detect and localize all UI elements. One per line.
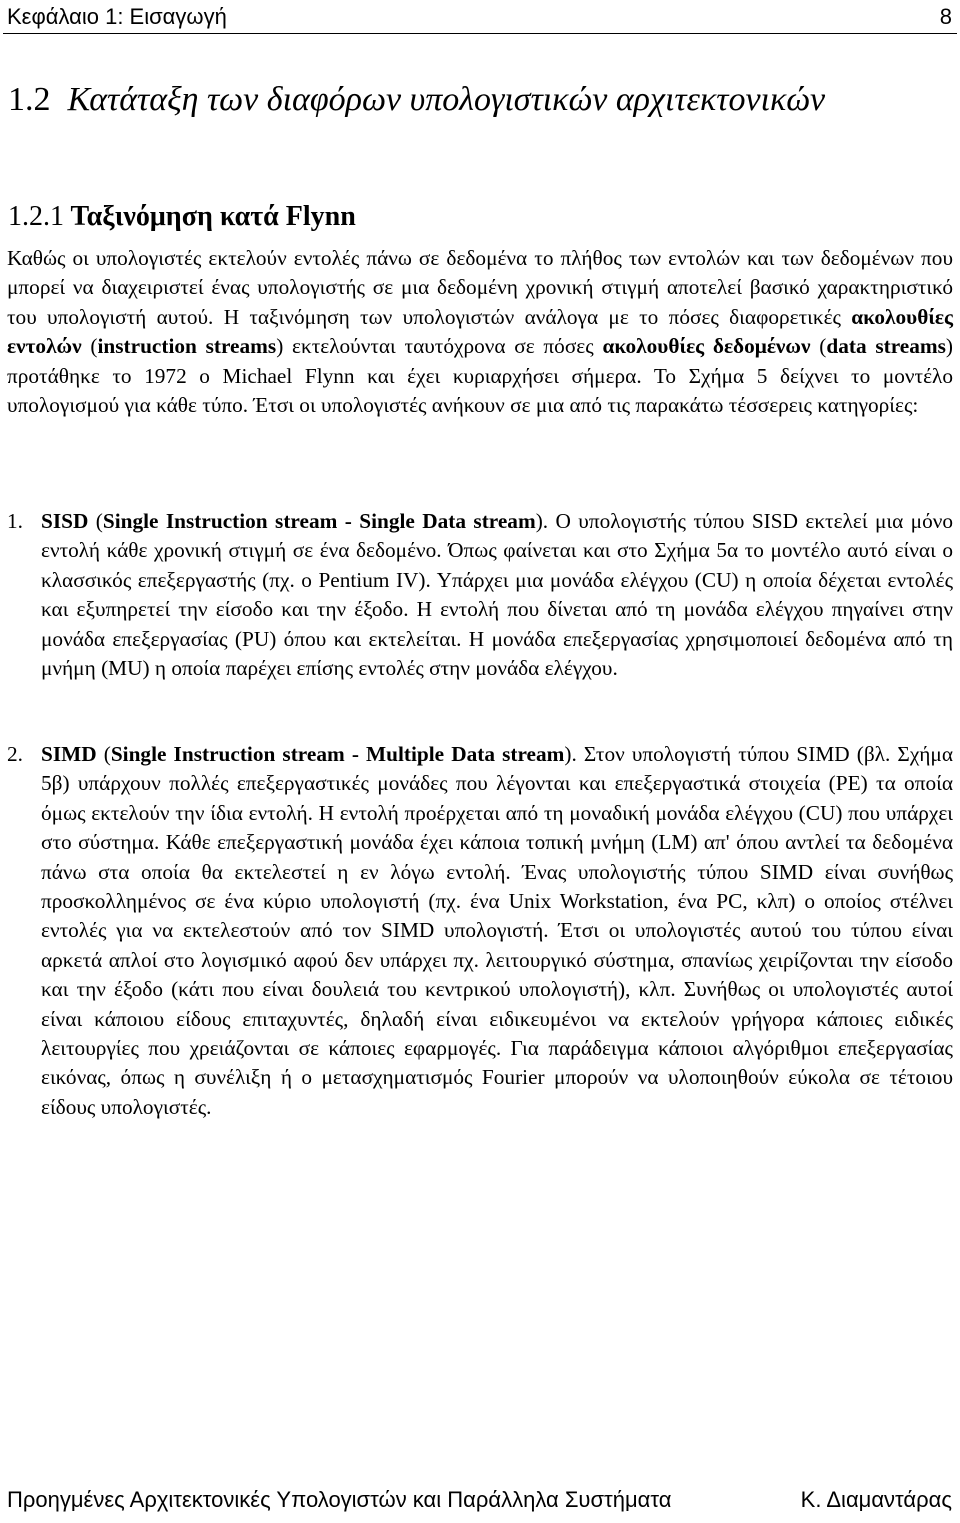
intro-sentence-3: ) εκτελούνται ταυτόχρονα σε πόσες <box>276 334 594 359</box>
paren-open: ( <box>90 334 98 359</box>
intro-sentence-5: Το Σχήμα 5 δείχνει το μοντέλο υπολογισμού για κάθε τύπο. Έτσι οι υπολογιστές ανήκουν σε μια από τις παρακάτω τέσσερεις κατηγορίες: <box>7 363 953 418</box>
item-text: Στον υπολογιστή τύπου SIMD (βλ. Σχήμα 5β) υπάρχουν πολλές επεξεργαστικές μονάδες που λέγονται και επεξεργαστικά στοιχεία (PE) τα οποία όμως εκτελούν την ίδια εντολή. Η εντολή προέρχεται από τη μοναδική μονάδα ελέγχου (CU) που υπάρχει στο σύστημα. Κάθε επεξεργαστική μονάδα έχει κάποια τοπική μνήμη (LM) απ' όπου αντλεί τα δεδομένα πάνω στα οποία θα εκτελεστεί η εν λόγω εντολή. Ένας υπολογιστής τύπου SIMD είναι συνήθως προσκολλημένος σε ένα κύριο υπολογιστή (πχ. ένα Unix Workstation, ένα PC, κλπ) ο οποίος στέλνει εντολές για να εκτελεστούν από τον SIMD υπολογιστή. Έτσι οι υπολογιστές αυτού του τύπου είναι αρκετά απλοί στο λογισμικό αφού δεν υπάρχει πχ. λειτουργικό σύστημα, σπανίως χειρίζονται την είσοδο και την έξοδο (κάτι που είναι δουλειά του κεντρικού υπολογιστή), κλπ. Συνήθως οι υπολογιστές αυτοί είναι κάποιου είδους επιταχυντές, δηλαδή είναι ειδικευμένοι να εκτελούν γρήγορα κάποιες ειδικές λειτουργίες που χρειάζονται σε κάποιες εφαρμογές. Για παράδειγμα κάποιοι αλγόριθμοι επεξεργασίας εικόνας, όπως η συνέλιξη ή ο μετασχηματισμός Fourier μπορούν να υλοποιηθούν εύκολα σε τέτοιου είδους υπολογιστές. <box>41 742 953 1119</box>
subsection-title-text: Ταξινόμηση κατά Flynn <box>70 201 356 232</box>
item-full-name: Single Instruction stream - Multiple Data stream <box>110 742 565 766</box>
header-rule <box>3 33 957 34</box>
paren-close-2: ) <box>945 334 954 359</box>
section-heading <box>8 75 908 124</box>
list-number: 1. <box>7 509 23 533</box>
list-item-sisd: 1. SISD (Single Instruction stream - Single Data stream). Ο υπολογιστής τύπου SISD εκτελεί μια μόνο εντολή κάθε χρονική στιγμή σε ένα δεδομένο. Όπως φαίνεται και στο Σχήμα 5α το μοντέλο αυτό είναι ο κλασσικός επεξεργαστής (πχ. ο Pentium IV). Υπάρχει μια μονάδα ελέγχου (CU) η οποία δέχεται εντολές και εξυπηρετεί την είσοδο και την έξοδο. Η εντολή που δίνεται από τη μονάδα ελέγχου πηγαίνει στην μονάδα επεξεργασίας (PU) όπου και εκτελείται. Η μονάδα επεξεργασίας χρησιμοποιεί δεδομένα από τη μνήμη (MU) η οποία παρέχει επίσης εντολές στην μονάδα ελέγχου. <box>7 509 954 681</box>
term-instruction-streams-en: instruction streams <box>97 334 277 359</box>
page-footer <box>7 1485 952 1515</box>
subsection-number: 1.2.1 <box>8 201 64 232</box>
intro-sentence-1: Καθώς οι υπολογιστές εκτελούν εντολές πάνω σε δεδομένα το πλήθος των εντολών και των δεδομένων που μπορεί να διαχειριστεί ένας υπολογιστής σε μια δεδομένη χρονική στιγμή αποτελεί βασικό χαρακτηριστικό του υπολογιστή αυτού. <box>7 246 953 329</box>
intro-sentence-4: προτάθηκε το 1972 ο Michael Flynn και έχει κυριαρχήσει σήμερα. <box>7 363 642 388</box>
item-abbr: SISD <box>41 509 89 533</box>
intro-paragraph <box>7 244 953 420</box>
page-header <box>7 2 952 32</box>
term-data-streams-gr: ακολουθίες δεδομένων <box>602 334 811 359</box>
term-data-streams-en: data streams <box>826 334 946 359</box>
item-full-name: Single Instruction stream - Single Data stream <box>102 509 536 533</box>
author-name: Κ. Διαμαντάρας <box>800 1487 952 1512</box>
item-text: Ο υπολογιστής τύπου SISD εκτελεί μια μόνο εντολή κάθε χρονική στιγμή σε ένα δεδομένο. Όπως φαίνεται και στο Σχήμα 5α το μοντέλο αυτό είναι ο κλασσικός επεξεργαστής (πχ. ο Pentium IV). Υπάρχει μια μονάδα ελέγχου (CU) η οποία δέχεται εντολές και εξυπηρετεί την είσοδο και την έξοδο. Η εντολή που δίνεται από τη μονάδα ελέγχου πηγαίνει στην μονάδα επεξεργασίας (PU) όπου και εκτελείται. Η μονάδα επεξεργασίας χρησιμοποιεί δεδομένα από τη μνήμη (MU) η οποία παρέχει επίσης εντολές στην μονάδα ελέγχου. <box>41 509 954 681</box>
item-abbr: SIMD <box>41 742 97 766</box>
intro-sentence-2: Η ταξινόμηση των υπολογιστών ανάλογα με το πόσες διαφορετικές <box>223 304 841 329</box>
page-number: 8 <box>939 4 952 29</box>
paren-open-2: ( <box>819 334 827 359</box>
chapter-title: Κεφάλαιο 1: Εισαγωγή <box>7 4 227 29</box>
term-instruction-streams-gr: ακολουθίες εντολών <box>7 304 954 359</box>
subsection-heading <box>8 199 908 235</box>
section-number: 1.2 <box>8 81 51 118</box>
section-title-text: Κατάταξη των διαφόρων υπολογιστικών αρχιτεκτονικών <box>67 81 826 118</box>
book-title: Προηγμένες Αρχιτεκτονικές Υπολογιστών και Παράλληλα Συστήματα <box>7 1487 672 1512</box>
list-item-simd: 2. SIMD (Single Instruction stream - Multiple Data stream). Στον υπολογιστή τύπου SIMD (βλ. Σχήμα 5β) υπάρχουν πολλές επεξεργαστικές μονάδες που λέγονται και επεξεργαστικά στοιχεία (PE) τα οποία όμως εκτελούν την ίδια εντολή. Η εντολή προέρχεται από τη μοναδική μονάδα ελέγχου (CU) που υπάρχει στο σύστημα. Κάθε επεξεργαστική μονάδα έχει κάποια τοπική μνήμη (LM) απ' όπου αντλεί τα δεδομένα πάνω στα οποία θα εκτελεστεί η εν λόγω εντολή. Ένας υπολογιστής τύπου SIMD είναι συνήθως προσκολλημένος σε ένα κύριο υπολογιστή (πχ. ένα Unix Workstation, ένα PC, κλπ) ο οποίος στέλνει εντολές για να εκτελεστούν από τον SIMD υπολογιστή. Έτσι οι υπολογιστές αυτού του τύπου είναι αρκετά απλοί στο λογισμικό αφού δεν υπάρχει πχ. λειτουργικό σύστημα, σπανίως χειρίζονται την είσοδο και την έξοδο (κάτι που είναι δουλειά του κεντρικού υπολογιστή), κλπ. Συνήθως οι υπολογιστές αυτοί είναι κάποιου είδους επιταχυντές, δηλαδή είναι ειδικευμένοι να εκτελούν γρήγορα κάποιες ειδικές λειτουργίες που χρειάζονται σε κάποιες εφαρμογές. Για παράδειγμα κάποιοι αλγόριθμοι επεξεργασίας εικόνας, όπως η συνέλιξη ή ο μετασχηματισμός Fourier μπορούν να υλοποιηθούν εύκολα σε τέτοιου είδους υπολογιστές. <box>7 742 953 1119</box>
list-number: 2. <box>7 742 23 766</box>
